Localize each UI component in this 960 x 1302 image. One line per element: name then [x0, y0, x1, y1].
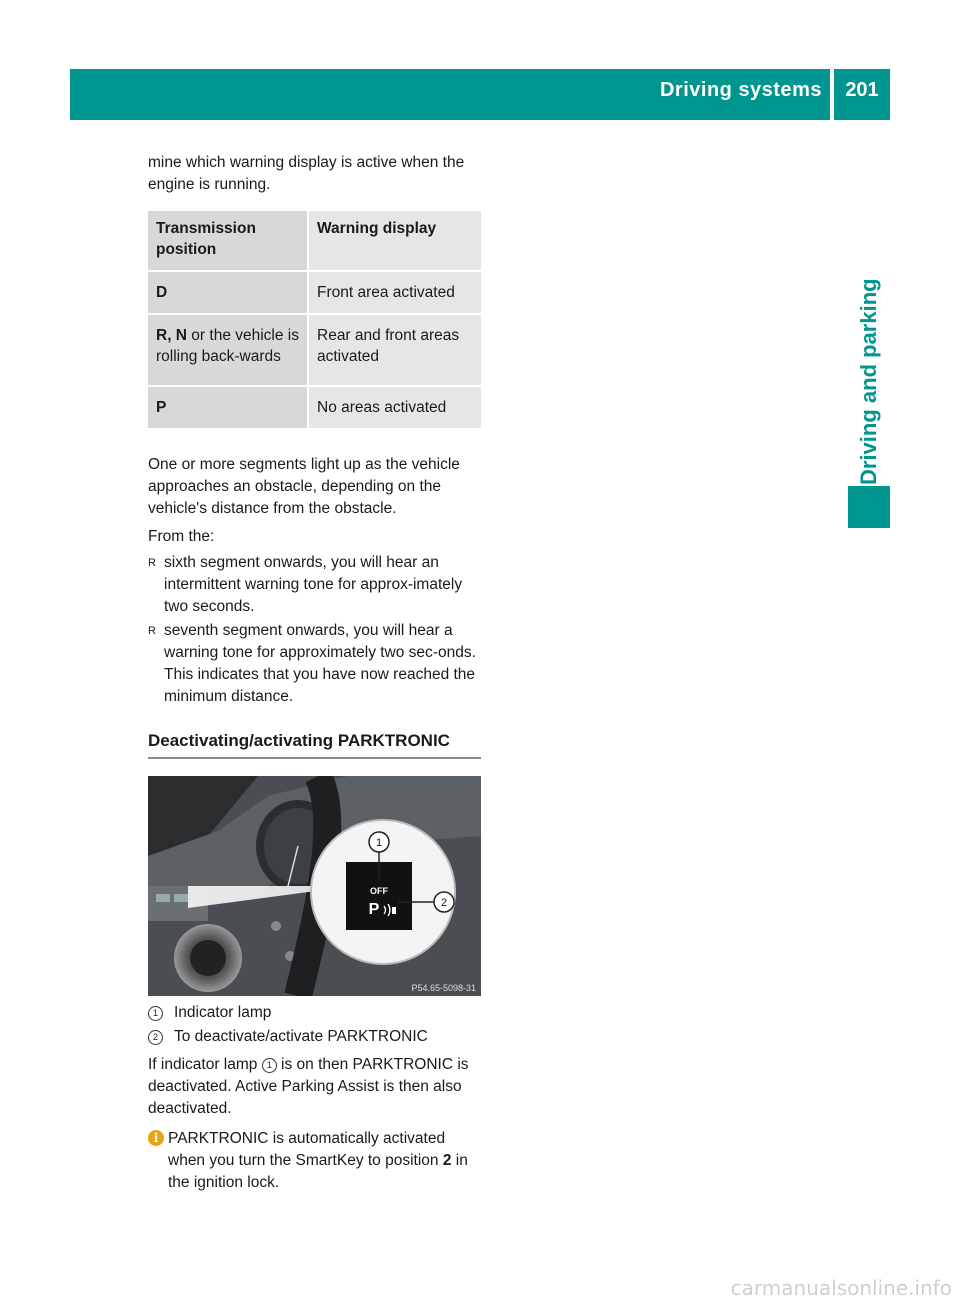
list-item	[148, 552, 481, 618]
gear-label: D	[156, 284, 168, 301]
table-header-cell: Warning display	[309, 211, 481, 272]
callout-number-icon: 2	[148, 1030, 163, 1045]
section-heading: Deactivating/activating PARKTRONIC	[148, 730, 481, 759]
info-note	[148, 1128, 481, 1194]
bullet-icon: R	[148, 557, 156, 569]
section-title: Driving systems	[659, 79, 822, 101]
dashboard-illustration	[148, 776, 481, 996]
paragraph	[148, 1054, 481, 1120]
callout-number-icon: 1	[148, 1006, 163, 1021]
dashboard-photo	[148, 776, 481, 996]
table-row	[148, 315, 481, 387]
bullet-icon: R	[148, 625, 156, 637]
intro-text: mine which warning display is active when the engine is running.	[148, 154, 465, 193]
legend-item	[148, 1002, 481, 1024]
off-label: OFF	[370, 886, 388, 896]
table-cell	[148, 272, 309, 315]
page-number: 201	[845, 79, 879, 101]
content-column	[148, 152, 481, 1194]
callout-2: 2	[440, 897, 448, 909]
info-bold: 2	[442, 1152, 452, 1169]
parktronic-icon: P	[368, 901, 380, 918]
watermark: carmanualsonline.info	[730, 1276, 952, 1300]
list-item-text: seventh segment onwards, you will hear a warning tone for approximately two sec-onds. This indicates that you have now reached the minimum distance.	[164, 622, 476, 705]
legend-text: Indicator lamp	[174, 1004, 272, 1021]
info-text: in the ignition lock.	[168, 1152, 468, 1191]
info-icon: i	[148, 1130, 164, 1146]
table-cell	[148, 315, 309, 387]
table-cell	[148, 387, 309, 430]
table-row	[148, 272, 481, 315]
chapter-tab	[848, 245, 890, 485]
legend-text: To deactivate/activate PARKTRONIC	[174, 1028, 428, 1045]
chapter-marker	[848, 486, 890, 528]
callout-number-icon: 1	[262, 1058, 277, 1073]
paragraph: One or more segments light up as the vehicle approaches an obstacle, depending on the vehicle's distance from the obstacle.	[148, 456, 460, 517]
callout-1: 1	[375, 837, 383, 849]
header-separator	[830, 69, 834, 120]
bullet-list	[148, 552, 481, 708]
table-row	[148, 387, 481, 430]
table-header-cell: Transmission position	[148, 211, 309, 272]
legend-item	[148, 1026, 481, 1048]
table-header-row	[148, 211, 481, 272]
table-cell: Rear and front areas activated	[309, 315, 481, 387]
cell-text: or the vehicle is rolling back-wards	[156, 327, 299, 365]
chapter-tab-label: Driving and parking	[856, 278, 881, 485]
list-item-text: sixth segment onwards, you will hear an intermittent warning tone for approx-imately two seconds.	[164, 554, 463, 615]
paragraph: From the:	[148, 528, 215, 545]
figure-legend	[148, 1002, 481, 1048]
page-header	[70, 69, 890, 120]
gear-label: P	[156, 399, 167, 416]
info-text: PARKTRONIC is automatically activated when you turn the SmartKey to position	[168, 1130, 446, 1169]
gear-label: R, N	[156, 327, 187, 344]
table-cell: No areas activated	[309, 387, 481, 430]
table-cell: Front area activated	[309, 272, 481, 315]
paragraph-text: If indicator lamp	[148, 1056, 262, 1073]
warning-display-table	[148, 211, 481, 430]
figure-code: P54.65-5098-31	[411, 983, 476, 993]
paragraph-text: is on then PARKTRONIC is deactivated. Active Parking Assist is then also deactivated.	[148, 1056, 469, 1117]
list-item	[148, 620, 481, 708]
